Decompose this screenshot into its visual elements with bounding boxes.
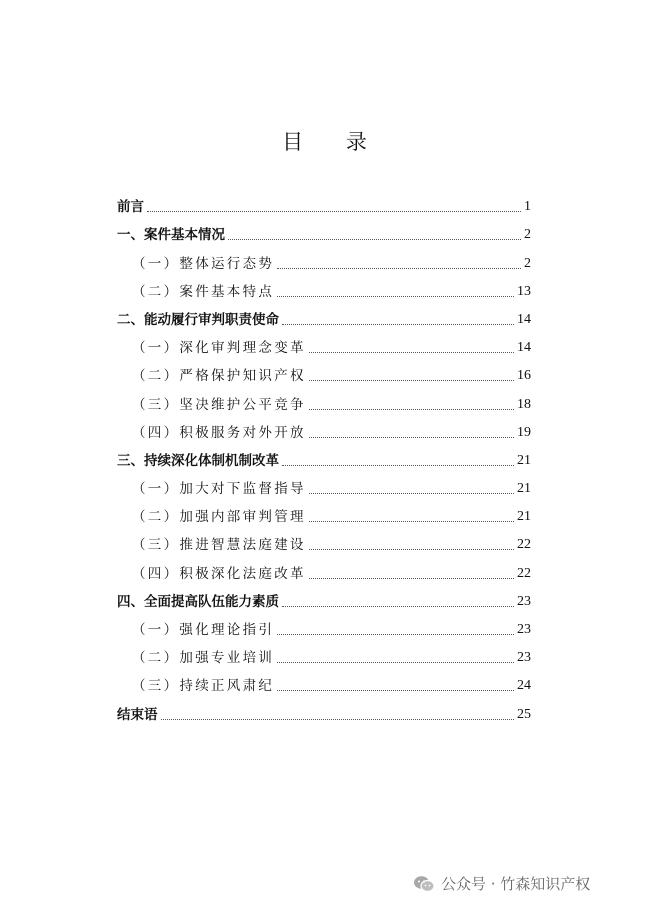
toc-entry [117, 442, 531, 470]
toc-entry [117, 385, 531, 413]
toc-entry-page-number: 23 [517, 622, 531, 637]
toc-entry-page-number: 21 [517, 509, 531, 525]
toc-leader-dots [309, 379, 514, 381]
toc-leader-dots [282, 323, 514, 325]
toc-leader-dots [309, 548, 514, 550]
toc-entry [117, 216, 531, 244]
toc-entry-page-number: 16 [517, 368, 531, 384]
toc-leader-dots [309, 520, 514, 522]
toc-entry [117, 695, 531, 723]
toc-leader-dots [277, 267, 521, 269]
toc-entry-label: 一、案件基本情况 [117, 227, 225, 244]
toc-leader-dots [282, 464, 514, 466]
toc-entry-page-number: 22 [517, 537, 531, 553]
toc-entry-label: （三）持续正风肃纪 [132, 678, 275, 695]
toc-entry [117, 526, 531, 554]
toc-entry-label: 四、全面提高队伍能力素质 [117, 593, 279, 610]
toc-leader-dots [277, 689, 514, 691]
toc-entry [117, 667, 531, 695]
toc-entry-label: （三）推进智慧法庭建设 [132, 537, 306, 554]
toc-entry-page-number: 21 [517, 481, 531, 497]
toc-entry-label: （二）案件基本特点 [132, 283, 275, 300]
toc-entry-label: 结束语 [117, 706, 158, 723]
page-title: 目 录 [282, 130, 385, 154]
toc-entry [117, 639, 531, 667]
toc-entry-label: （一）强化理论指引 [132, 622, 275, 638]
toc-entry-page-number: 25 [517, 706, 531, 722]
toc-leader-dots [161, 718, 515, 720]
toc-entry-label: （三）坚决维护公平竞争 [132, 396, 306, 413]
toc-entry-label: （二）严格保护知识产权 [132, 368, 306, 385]
toc-entry-page-number: 21 [517, 452, 531, 468]
toc-entry-label: 前言 [117, 199, 144, 216]
toc-entry [117, 273, 531, 301]
toc-entry [117, 554, 531, 582]
toc-leader-dots [309, 436, 514, 438]
toc-entry [117, 470, 531, 498]
toc-leader-dots [277, 633, 514, 635]
toc-leader-dots [147, 210, 521, 212]
table-of-contents [117, 188, 531, 724]
toc-leader-dots [309, 577, 514, 579]
toc-entry-page-number: 1 [524, 199, 531, 215]
toc-entry [117, 611, 531, 639]
toc-entry [117, 188, 531, 216]
toc-entry-page-number: 23 [517, 650, 531, 666]
toc-entry-label: （四）积极深化法庭改革 [132, 565, 306, 582]
toc-entry [117, 498, 531, 526]
toc-entry-label: （二）加强专业培训 [132, 650, 275, 667]
toc-entry-label: （一）整体运行态势 [132, 255, 275, 272]
toc-entry-page-number: 14 [517, 311, 531, 327]
toc-entry-page-number: 22 [517, 565, 531, 581]
toc-entry-label: （四）积极服务对外开放 [132, 424, 306, 441]
toc-leader-dots [277, 661, 514, 663]
toc-entry-page-number: 14 [517, 340, 531, 356]
watermark [413, 873, 590, 894]
toc-entry [117, 357, 531, 385]
toc-leader-dots [309, 351, 514, 353]
toc-leader-dots [282, 605, 514, 607]
toc-entry-label: （一）深化审判理念变革 [132, 340, 306, 357]
toc-leader-dots [309, 408, 514, 410]
toc-entry [117, 301, 531, 329]
toc-entry-page-number: 2 [524, 255, 531, 271]
toc-leader-dots [309, 492, 514, 494]
wechat-icon [413, 875, 435, 893]
toc-entry-label: 二、能动履行审判职责使命 [117, 311, 279, 328]
toc-entry-label: （二）加强内部审判管理 [132, 509, 306, 526]
watermark-text: 公众号 · 竹森知识产权 [441, 875, 591, 893]
toc-entry [117, 329, 531, 357]
toc-entry-page-number: 2 [524, 227, 531, 243]
toc-entry-page-number: 24 [517, 678, 531, 694]
toc-entry-page-number: 18 [517, 396, 531, 412]
toc-entry [117, 583, 531, 611]
toc-entry-label: 三、持续深化体制机制改革 [117, 452, 279, 469]
toc-leader-dots [277, 295, 514, 297]
toc-entry [117, 244, 531, 272]
toc-entry [117, 414, 531, 442]
toc-entry-page-number: 13 [517, 283, 531, 299]
toc-entry-page-number: 23 [517, 593, 531, 609]
toc-entry-label: （一）加大对下监督指导 [132, 481, 306, 498]
toc-entry-page-number: 19 [517, 424, 531, 440]
toc-leader-dots [228, 238, 521, 240]
